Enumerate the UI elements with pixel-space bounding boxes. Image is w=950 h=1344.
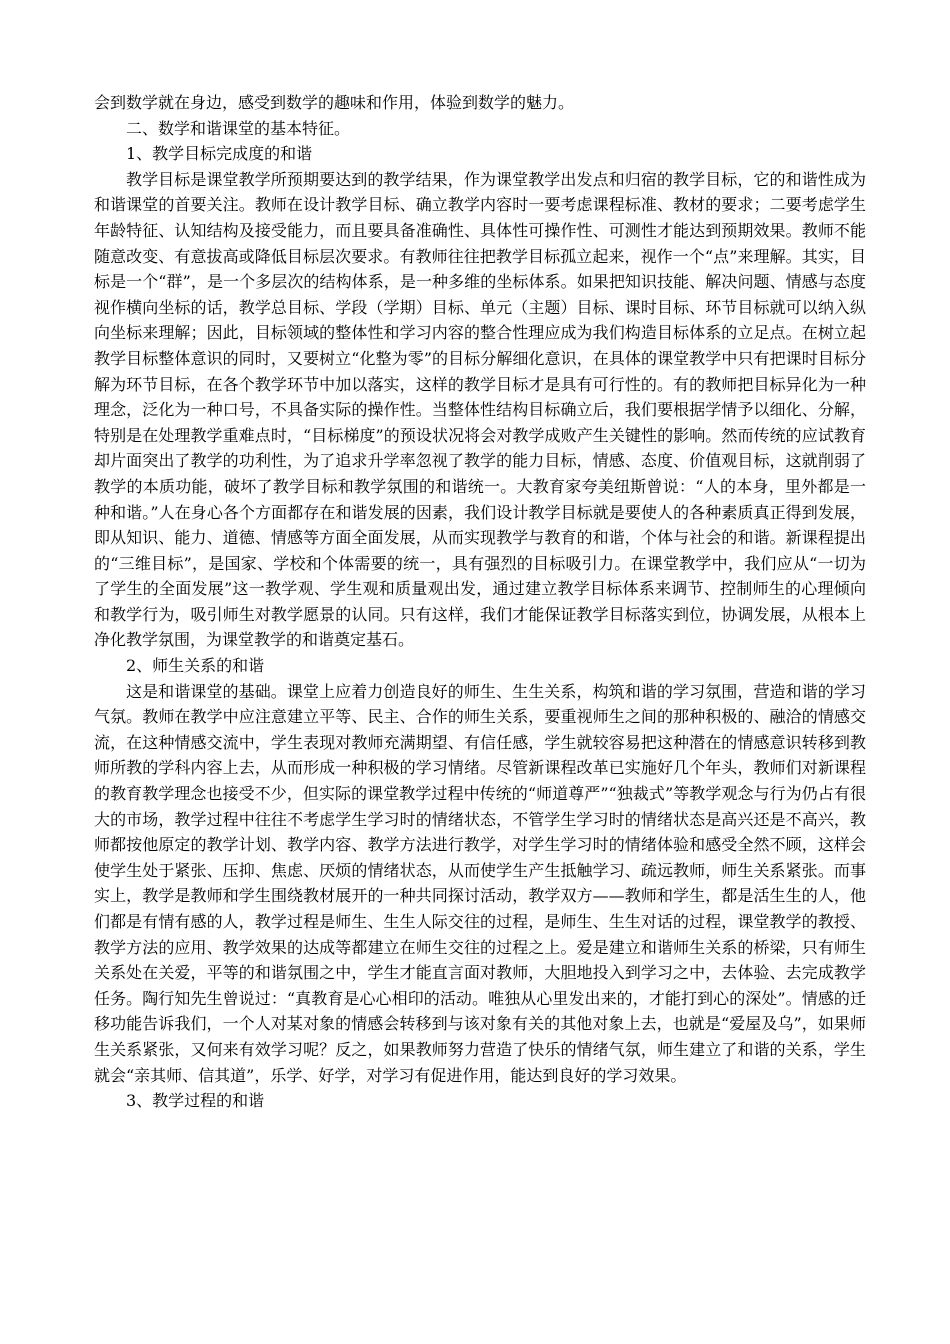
paragraph-teaching-goals: 教学目标是课堂教学所预期要达到的教学结果，作为课堂教学出发点和归宿的教学目标，它的和谐性成为和谐课堂的首要关注。教师在设计教学目标、确立教学内容时一要考虑课程标准、教材的要求；二要考虑学生年龄特征、认知结构及接受能力，而且要具备准确性、具体性可操作性、可测性才能达到预期效果。教师不能随意改变、有意拔高或降低目标层次要求。有教师往往把教学目标孤立起来，视作一个“点”来理解。其实，目标是一个“群”，是一个多层次的结构体系，是一种多维的坐标体系。如果把知识技能、解决问题、情感与态度视作横向坐标的话，教学总目标、学段（学期）目标、单元（主题）目标、课时目标、环节目标就可以纳入纵向坐标来理解；因此，目标领域的整体性和学习内容的整合性理应成为我们构造目标体系的立足点。在树立起教学目标整体意识的同时，又要树立“化整为零”的目标分解细化意识，在具体的课堂教学中只有把课时目标分解为环节目标，在各个教学环节中加以落实，这样的教学目标才是具有可行性的。有的教师把目标异化为一种理念，泛化为一种口号，不具备实际的操作性。当整体性结构目标确立后，我们要根据学情予以细化、分解，特别是在处理教学重难点时，“目标梯度”的预设状况将会对教学成败产生关键性的影响。然而传统的应试教育却片面突出了教学的功利性，为了追求升学率忽视了教学的能力目标，情感、态度、价值观目标，这就削弱了教学的本质功能，破坏了教学目标和教学氛围的和谐统一。大教育家夸美纽斯曾说：“人的本身，里外都是一种和谐。”人在身心各个方面都存在和谐发展的因素，我们设计教学目标就是要使人的各种素质真正得到发展，即从知识、能力、道德、情感等方面全面发展，从而实现教学与教育的和谐，个体与社会的和谐。新课程提出的“三维目标”，是国家、学校和个体需要的统一，具有强烈的目标吸引力。在课堂教学中，我们应从“一切为了学生的全面发展”这一教学观、学生观和质量观出发，通过建立教学目标体系来调节、控制师生的心理倾向和教学行为，吸引师生对教学愿景的认同。只有这样，我们才能保证教学目标落实到位，协调发展，从根本上净化教学氛围，为课堂教学的和谐奠定基石。: [94, 169, 866, 650]
paragraph-teacher-student-relationship: 这是和谐课堂的基础。课堂上应着力创造良好的师生、生生关系，构筑和谐的学习氛围，营造和谐的学习气氛。教师在教学中应注意建立平等、民主、合作的师生关系，要重视师生之间的那种积极的、融洽的情感交流，在这种情感交流中，学生表现对教师充满期望、有信任感，学生就较容易把这种潜在的情感意识转移到教师所教的学科内容上去，从而形成一种积极的学习情绪。尽管新课程改革已实施好几个年头，教师们对新课程的教育教学理念也接受不少，但实际的课堂教学过程中传统的“师道尊严”“独裁式”等教学观念与行为仍占有很大的市场，教学过程中往往不考虑学生学习时的情绪状态，不管学生学习时的情绪状态是高兴还是不高兴，教师都按他原定的教学计划、教学内容、教学方法进行教学，对学生学习时的情绪体验和感受全然不顾，这样会使学生处于紧张、压抑、焦虑、厌烦的情绪状态，从而使学生产生抵触学习、疏远教师，师生关系紧张。而事实上，教学是教师和学生围绕教材展开的一种共同探讨活动，教学双方——教师和学生，都是活生生的人，他们都是有情有感的人，教学过程是师生、生生人际交往的过程，是师生、生生对话的过程，课堂教学的教授、教学方法的应用、教学效果的达成等都建立在师生交往的过程之上。爱是建立和谐师生关系的桥梁，只有师生关系处在关爱，平等的和谐氛围之中，学生才能直言面对教师，大胆地投入到学习之中，去体验、去完成教学任务。陶行知先生曾说过：“真教育是心心相印的活动。唯独从心里发出来的，才能打到心的深处”。情感的迁移功能告诉我们，一个人对某对象的情感会转移到与该对象有关的其他对象上去，也就是“爱屋及乌”，如果师生关系紧张，又何来有效学习呢？反之，如果教师努力营造了快乐的情绪气氛，师生建立了和谐的关系，学生就会“亲其师、信其道”，乐学、好学，对学习有促进作用，能达到良好的学习效果。: [94, 681, 866, 1085]
subsection-heading-1: 1、教学目标完成度的和谐: [126, 144, 313, 164]
paragraph-intro-tail: 会到数学就在身边，感受到数学的趣味和作用，体验到数学的魅力。: [94, 93, 575, 112]
section-heading: 二、数学和谐课堂的基本特征。: [126, 118, 351, 138]
document-page: [94, 90, 866, 1114]
subsection-heading-3: 3、教学过程的和谐: [126, 1091, 265, 1111]
subsection-heading-2: 2、师生关系的和谐: [126, 656, 265, 676]
